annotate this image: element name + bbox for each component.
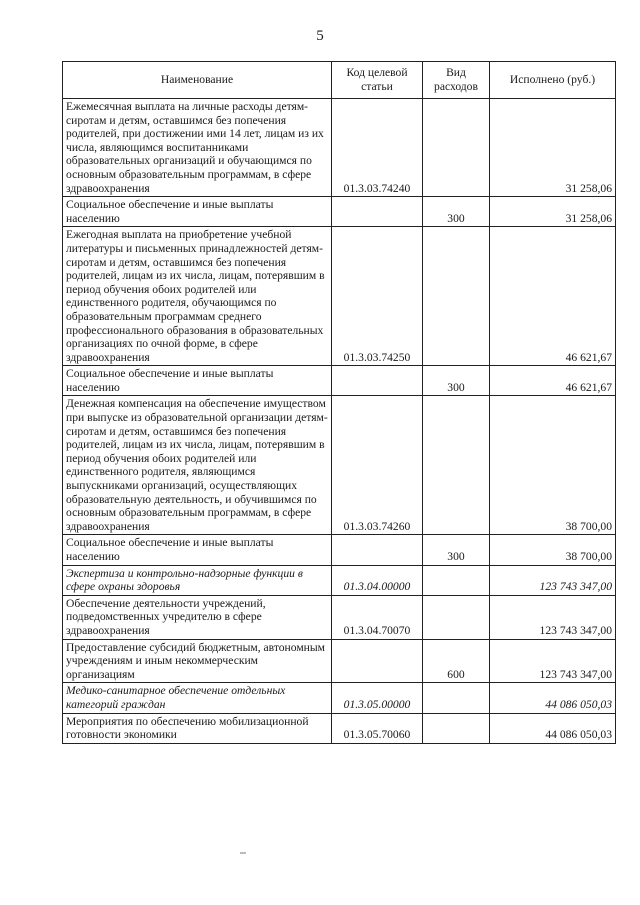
row-type [423, 99, 490, 197]
row-name: Денежная компенсация на обеспечение имуществом при выпуске из образовательной организации детям-сиротам и детям, оставшимся без попечения родителей, лицам из их числа, лицам, потерявшим в период обучения обоих родителей или единственного родителя, являющимся выпускниками организаций, осуществляющих образовательную деятельность, и обучившимся по основным образовательным программам, в сфере здравоохранения [63, 396, 332, 535]
row-sum: 123 743 347,00 [490, 565, 616, 595]
row-sum: 44 086 050,03 [490, 683, 616, 713]
table-row [63, 713, 616, 743]
table-row [63, 639, 616, 683]
row-code: 01.3.05.00000 [332, 683, 423, 713]
row-code: 01.3.03.74240 [332, 99, 423, 197]
row-sum: 123 743 347,00 [490, 595, 616, 639]
row-name: Ежегодная выплата на приобретение учебной литературы и письменных принадлежностей детям-сиротам и детям, оставшимся без попечения родителей, лицам из их числа, лицам, потерявшим в период обучения обоих родителей или единственного родителя, обучающимся по образовательным программам среднего профессионального образования в образовательных организациях по очной форме, в сфере здравоохранения [63, 227, 332, 366]
row-code: 01.3.04.00000 [332, 565, 423, 595]
table-row [63, 535, 616, 565]
header-type: Вид расходов [423, 62, 490, 99]
scan-speck [240, 852, 246, 854]
table-row [63, 565, 616, 595]
row-code [332, 366, 423, 396]
row-code [332, 535, 423, 565]
row-code [332, 639, 423, 683]
row-name: Экспертиза и контрольно-надзорные функции в сфере охраны здоровья [63, 565, 332, 595]
row-sum: 31 258,06 [490, 99, 616, 197]
header-name: Наименование [63, 62, 332, 99]
row-code: 01.3.04.70070 [332, 595, 423, 639]
table-row [63, 366, 616, 396]
row-sum: 44 086 050,03 [490, 713, 616, 743]
row-name: Социальное обеспечение и иные выплаты населению [63, 197, 332, 227]
row-type: 600 [423, 639, 490, 683]
table-row [63, 227, 616, 366]
row-type [423, 683, 490, 713]
header-code: Код целевой статьи [332, 62, 423, 99]
row-sum: 31 258,06 [490, 197, 616, 227]
table-row [63, 595, 616, 639]
budget-table [62, 61, 616, 744]
row-name: Предоставление субсидий бюджетным, автономным учреждениям и иным некоммерческим организациям [63, 639, 332, 683]
row-name: Социальное обеспечение и иные выплаты населению [63, 366, 332, 396]
row-type [423, 565, 490, 595]
table-row [63, 396, 616, 535]
row-name: Ежемесячная выплата на личные расходы детям-сиротам и детям, оставшимся без попечения родителей, при достижении ими 14 лет, лицам из их числа, являющимся воспитанниками образовательных организаций и обучающимся по основным образовательным программам, в сфере здравоохранения [63, 99, 332, 197]
row-sum: 38 700,00 [490, 535, 616, 565]
row-type [423, 396, 490, 535]
row-type [423, 595, 490, 639]
row-sum: 38 700,00 [490, 396, 616, 535]
table-row [63, 197, 616, 227]
row-code [332, 197, 423, 227]
row-sum: 46 621,67 [490, 366, 616, 396]
page-number: 5 [316, 28, 324, 44]
row-code: 01.3.03.74250 [332, 227, 423, 366]
row-type [423, 227, 490, 366]
row-type: 300 [423, 535, 490, 565]
row-name: Мероприятия по обеспечению мобилизационной готовности экономики [63, 713, 332, 743]
table-row [63, 683, 616, 713]
row-sum: 123 743 347,00 [490, 639, 616, 683]
row-name: Медико-санитарное обеспечение отдельных категорий граждан [63, 683, 332, 713]
row-name: Социальное обеспечение и иные выплаты населению [63, 535, 332, 565]
table-header-row [63, 62, 616, 99]
row-type [423, 713, 490, 743]
row-code: 01.3.05.70060 [332, 713, 423, 743]
row-type: 300 [423, 197, 490, 227]
row-type: 300 [423, 366, 490, 396]
row-code: 01.3.03.74260 [332, 396, 423, 535]
header-sum: Исполнено (руб.) [490, 62, 616, 99]
row-name: Обеспечение деятельности учреждений, подведомственных учредителю в сфере здравоохранения [63, 595, 332, 639]
row-sum: 46 621,67 [490, 227, 616, 366]
table-row [63, 99, 616, 197]
